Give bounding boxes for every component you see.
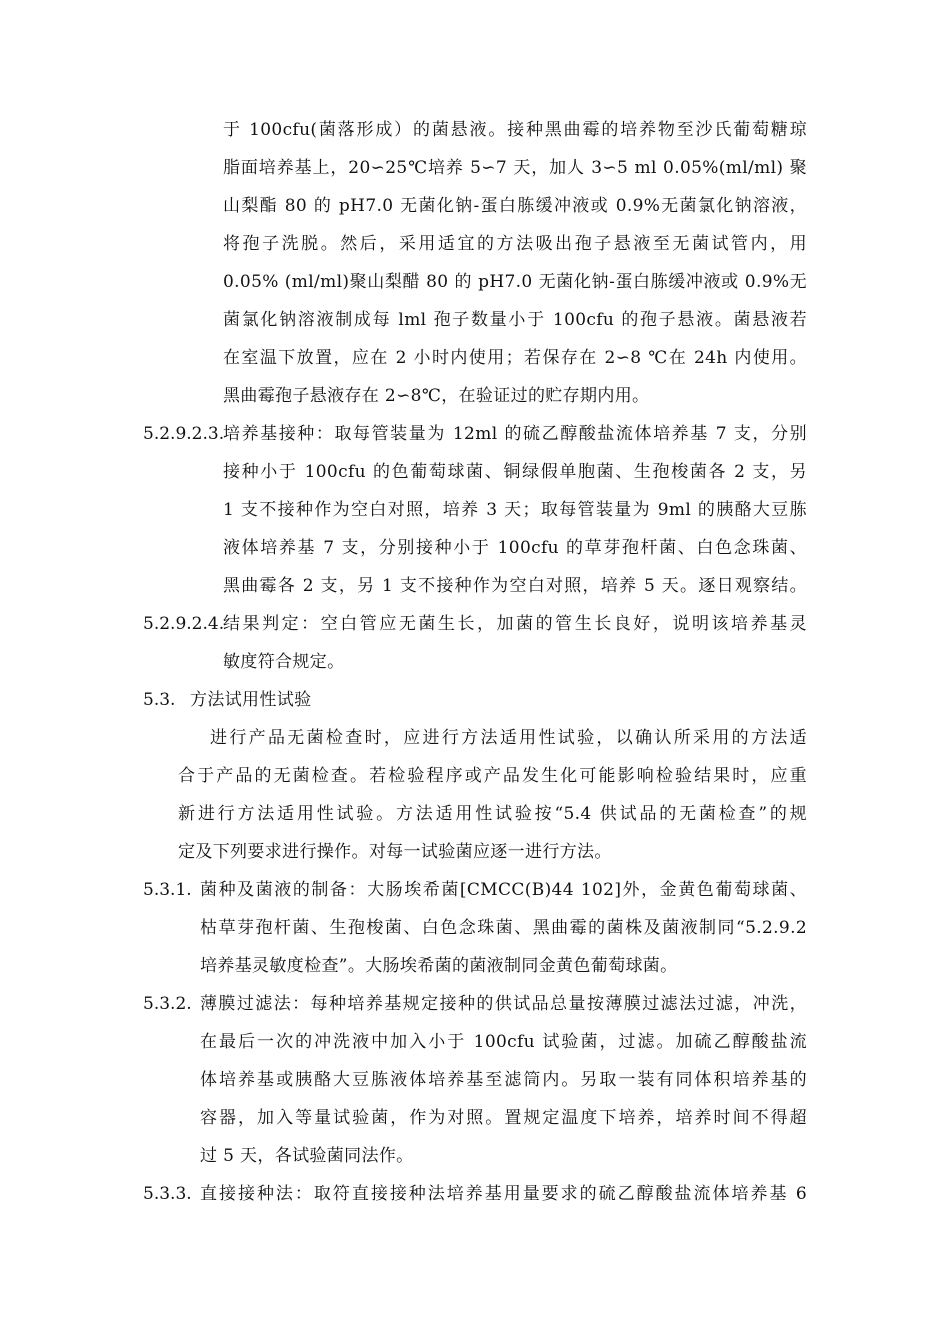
text-line: 菌氯化钠溶液制成每 lml 孢子数量小于 100cfu 的孢子悬液。菌悬液若 xyxy=(223,310,807,330)
text-line: 进行产品无菌检查时，应进行方法适用性试验，以确认所采用的方法适 xyxy=(210,728,807,748)
text-line: 体培养基或胰酪大豆胨液体培养基至滤筒内。另取一装有同体积培养基的 xyxy=(200,1070,807,1090)
text-line: 结果判定：空白管应无菌生长，加菌的管生长良好，说明该培养基灵 xyxy=(223,614,807,634)
text-line: 黑曲霉各 2 支，另 1 支不接种作为空白对照，培养 5 天。逐日观察结。 xyxy=(223,576,807,596)
text-line: 新进行方法适用性试验。方法适用性试验按“5.4 供试品的无菌检查”的规 xyxy=(178,804,807,824)
text-line: 菌种及菌液的制备：大肠埃希菌[CMCC(B)44 102]外，金黄色葡萄球菌、 xyxy=(200,880,807,900)
text-line: 0.05% (ml/ml)聚山梨醋 80 的 pH7.0 无菌化钠-蛋白胨缓冲液或 0.9%无 xyxy=(223,272,807,292)
text-line: 脂面培养基上，20∽25℃培养 5∽7 天，加人 3∽5 ml 0.05%(ml/ml) 聚 xyxy=(223,158,807,178)
text-line: 液体培养基 7 支，分别接种小于 100cfu 的草芽孢杆菌、白色念珠菌、 xyxy=(223,538,807,558)
section-title: 方法试用性试验 xyxy=(190,690,312,710)
text-line: 薄膜过滤法：每种培养基规定接种的供试品总量按薄膜过滤法过滤，冲洗， xyxy=(200,994,807,1014)
text-line: 在最后一次的冲洗液中加入小于 100cfu 试验菌，过滤。加硫乙醇酸盐流 xyxy=(200,1032,807,1052)
text-line: 合于产品的无菌检查。若检验程序或产品发生化可能影响检验结果时，应重 xyxy=(178,766,807,786)
section-number: 5.2.9.2.3. xyxy=(143,424,225,444)
text-line: 将孢子洗脱。然后，采用适宜的方法吸出孢子悬液至无菌试管内，用 xyxy=(223,234,807,254)
section-number: 5.3. xyxy=(143,690,176,710)
text-line: 山梨酯 80 的 pH7.0 无菌化钠-蛋白胨缓冲液或 0.9%无菌氯化钠溶液， xyxy=(223,196,807,216)
text-line: 黑曲霉孢子悬液存在 2∽8℃，在验证过的贮存期内用。 xyxy=(223,386,650,406)
text-line: 枯草芽孢杆菌、生孢梭菌、白色念珠菌、黑曲霉的菌株及菌液制同“5.2.9.2 xyxy=(200,918,807,938)
text-line: 培养基接种：取每管装量为 12ml 的硫乙醇酸盐流体培养基 7 支，分别 xyxy=(223,424,807,444)
text-line: 过 5 天，各试验菌同法作。 xyxy=(200,1146,414,1166)
text-line: 直接接种法：取符直接接种法培养基用量要求的硫乙醇酸盐流体培养基 6 xyxy=(200,1184,807,1204)
text-line: 1 支不接种作为空白对照，培养 3 天；取每管装量为 9ml 的胰酪大豆胨 xyxy=(223,500,807,520)
section-number: 5.3.3. xyxy=(143,1184,192,1204)
section-number: 5.3.2. xyxy=(143,994,192,1014)
text-line: 定及下列要求进行操作。对每一试验菌应逐一进行方法。 xyxy=(178,842,612,862)
section-number: 5.2.9.2.4. xyxy=(143,614,225,634)
text-line: 敏度符合规定。 xyxy=(223,652,345,672)
text-line: 培养基灵敏度检查”。大肠埃希菌的菌液制同金黄色葡萄球菌。 xyxy=(200,956,678,976)
text-line: 接种小于 100cfu 的色葡萄球菌、铜绿假单胞菌、生孢梭菌各 2 支，另 xyxy=(223,462,807,482)
text-line: 于 100cfu(菌落形成）的菌悬液。接种黑曲霉的培养物至沙氏葡萄糖琼 xyxy=(223,120,807,140)
text-line: 在室温下放置，应在 2 小时内使用；若保存在 2∽8 ℃在 24h 内使用。 xyxy=(223,348,807,368)
section-number: 5.3.1. xyxy=(143,880,192,900)
text-line: 容器，加入等量试验菌，作为对照。置规定温度下培养，培养时间不得超 xyxy=(200,1108,807,1128)
